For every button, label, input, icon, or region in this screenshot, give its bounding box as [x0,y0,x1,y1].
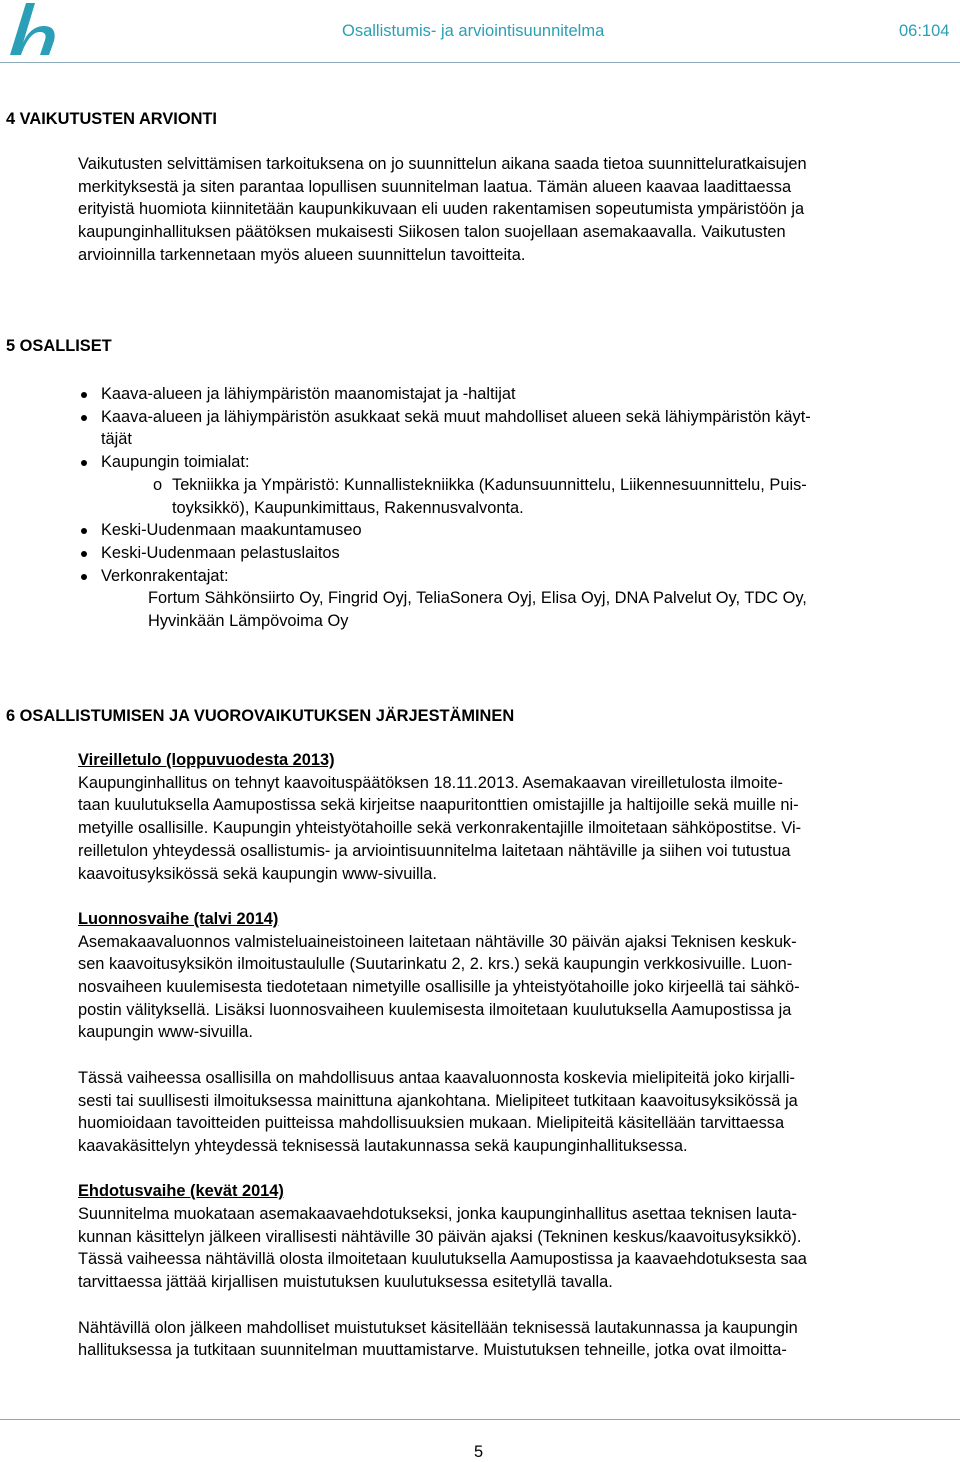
text-line: kunnan käsittelyn jälkeen virallisesti nähtäville 30 päivän ajaksi (Tekninen keskus/kaavoitusyksikkö). [78,1227,802,1246]
text-line: huomioidaan tavoitteiden puitteissa mahdollisuuksien mukaan. Mielipiteitä käsitellään tarvittaessa [78,1114,785,1133]
list-item [0,565,811,588]
list-item [0,383,811,406]
header-divider [0,62,960,63]
list-item-text: Verkonrakentajat: [101,566,229,585]
list-item-text: Tekniikka ja Ympäristö: Kunnallistekniikka (Kadunsuunnittelu, Liikennesuunnittelu, Puis- [172,475,807,494]
bullet-icon [81,528,87,534]
text-line: kaupungin www-sivuilla. [78,1023,253,1042]
text-line: Suunnitelma muokataan asemakaavaehdotukseksi, jonka kaupunginhallitus asettaa teknisen lauta- [78,1205,797,1224]
text-line: sen kaavoitusyksikön ilmoitustaululle (Suutarinkatu 2, 2. krs.) sekä kaupungin verkkosivuille. Luon- [78,955,793,974]
text-line: taan kuulutuksella Aamupostissa sekä kirjeitse naapuritonttien omistajille ja haltijoille sekä muille ni- [78,796,799,815]
list-item-text: Kaava-alueen ja lähiympäristön maanomistajat ja -haltijat [101,385,516,403]
text-line: reilletulon yhteydessä osallistumis- ja arviointisuunnitelma laitetaan nähtäville ja siihen voi tutustua [78,841,791,860]
list-item-text: Fortum Sähkönsiirto Oy, Fingrid Oyj, TeliaSonera Oyj, Elisa Oyj, DNA Palvelut Oy, TDC Oy, [148,589,807,608]
list-item-text: täjät [101,430,132,449]
sub-bullet-marker: o [153,475,163,494]
text-line: tarvittaessa jättää kirjallisen muistutuksen kuulutuksessa esitetyllä tavalla. [78,1273,613,1292]
bullet-icon [81,551,87,557]
text-line: arvioinnilla tarkennetaan myös alueen suunnittelun tavoitteita. [78,245,526,264]
list-item-text: Kaupungin toimialat: [101,453,250,472]
document-code: 06:104 [899,22,950,40]
subheading-ehdotusvaihe: Ehdotusvaihe (kevät 2014) [78,1182,284,1201]
subheading-vireilletulo: Vireilletulo (loppuvuodesta 2013) [78,751,335,769]
section-heading-5: 5 OSALLISET [6,337,112,355]
text-line: kaupunginhallituksen päätöksen mukaisesti Siikosen talon suojellaan asemakaavalla. Vaikutusten [78,223,786,242]
text-line: sesti tai suullisesti ilmoituksessa mainittuna ajankohtana. Mielipiteet tutkitaan kaavoitusyksikössä ja [78,1091,798,1110]
text-line: nosvaiheen kuulemisesta tiedotetaan nimetyille osallisille ja yhteistyötahoille joko kirjeellä tai sähkö- [78,978,800,997]
list-item-text: toyksikkö), Kaupunkimittaus, Rakennusvalvonta. [172,498,524,517]
bullet-icon [81,574,87,580]
bullet-icon [81,460,87,466]
section4-paragraph [78,153,954,267]
list-item [0,406,811,451]
section6-body [78,749,954,1362]
sub-list-item [0,474,811,519]
list-item-text: Keski-Uudenmaan pelastuslaitos [101,543,340,562]
text-line: kaavoitusyksikössä sekä kaupungin www-sivuilla. [78,864,437,883]
page-number: 5 [474,1443,484,1461]
list-item [0,542,811,565]
subheading-luonnosvaihe: Luonnosvaihe (talvi 2014) [78,909,279,928]
footer-divider [0,1419,960,1420]
text-line: postin välityksellä. Lisäksi luonnosvaiheen kuulemisesta ilmoitetaan kuulutuksella Aamupostissa ja [78,1000,792,1019]
list-item-continuation [0,587,811,632]
bullet-icon [81,392,87,398]
section-heading-4: 4 VAIKUTUSTEN ARVIONTI [6,110,217,128]
text-line: erityistä huomiota kiinnitetään kaupunkikuvaan eli uuden rakentamisen sopeutumista ympäristöön ja [78,200,805,219]
list-item-text: Hyvinkään Lämpövoima Oy [148,612,349,631]
list-item-text: Keski-Uudenmaan maakuntamuseo [101,521,362,540]
text-line: kaavakäsittelyn yhteydessä teknisessä lautakunnassa sekä kaupunginhallituksessa. [78,1136,688,1155]
section-heading-6: 6 OSALLISTUMISEN JA VUOROVAIKUTUKSEN JÄRJESTÄMINEN [6,707,515,725]
text-line: Nähtävillä olon jälkeen mahdolliset muistutukset käsitellään teknisessä lautakunnassa ja kaupungin [78,1318,798,1337]
document-title: Osallistumis- ja arviointisuunnitelma [342,22,605,40]
bullet-icon [81,415,87,421]
text-line: Asemakaavaluonnos valmisteluaineistoineen laitetaan nähtäville 30 päivän ajaksi Teknisen keskuk- [78,932,797,951]
page-header [0,0,960,58]
text-line: Kaupunginhallitus on tehnyt kaavoituspäätöksen 18.11.2013. Asemakaavan vireilletulosta ilmoite- [78,773,783,792]
text-line: hallituksessa ja tutkitaan suunnitelman muuttamistarve. Muistutuksen tehneille, jotka ovat ilmoitta- [78,1341,787,1360]
city-logo-icon [4,1,64,57]
text-line: Tässä vaiheessa nähtävillä olosta ilmoitetaan kuulutuksella Aamupostissa ja kaavaehdotuksesta saa [78,1250,807,1269]
list-item [0,519,811,542]
list-item [0,451,811,474]
text-line: merkityksestä ja siten parantaa lopullisen suunnitelman laatua. Tämän alueen kaavaa laadittaessa [78,177,792,196]
text-line: Tässä vaiheessa osallisilla on mahdollisuus antaa kaavaluonnosta koskevia mielipiteitä joko kirjalli- [78,1068,796,1087]
text-line: Vaikutusten selvittämisen tarkoituksena on jo suunnittelun aikana saada tietoa suunnitteluratkaisujen [78,155,807,173]
text-line: metyille osallisille. Kaupungin yhteistyötahoille sekä verkonrakentajille ilmoitetaan sähköpostitse. Vi- [78,819,802,838]
list-item-text: Kaava-alueen ja lähiympäristön asukkaat sekä muut mahdolliset alueen sekä lähiympäristön käyt- [101,407,811,426]
